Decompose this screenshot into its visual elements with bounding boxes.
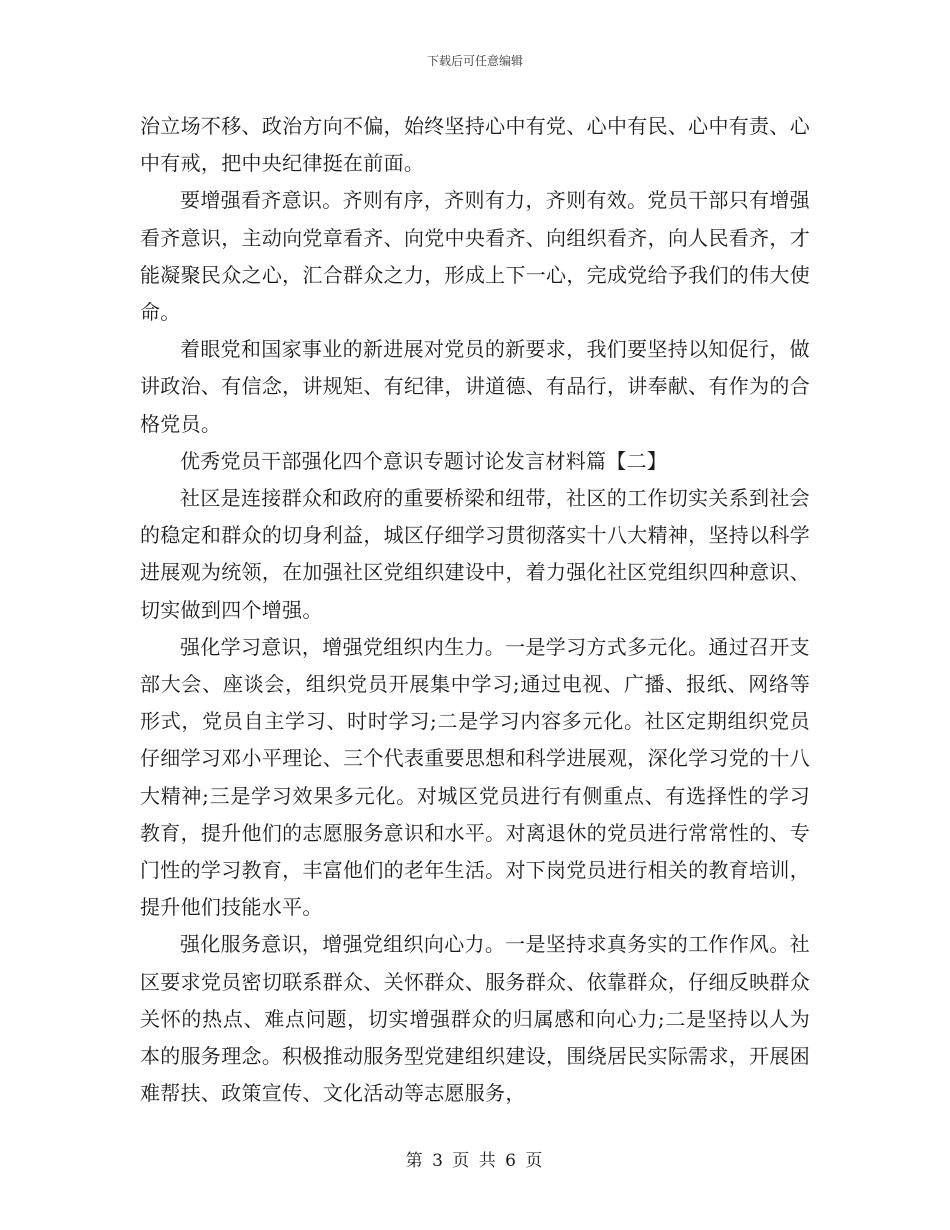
page-footer: 第 3 页 共 6 页 bbox=[405, 1151, 545, 1171]
paragraph-5: 强化学习意识，增强党组织内生力。一是学习方式多元化。通过召开支部大会、座谈会，组织党员开展集中学习;通过电视、广播、报纸、网络等形式，党员自主学习、时时学习;二是学习内容多元化。社区定期组织党员仔细学习邓小平理论、三个代表重要思想和科学进展观，深化学习党的十八大精神;三是学习效果多元化。对城区党员进行有侧重点、有选择性的学习教育，提升他们的志愿服务意识和水平。对离退休的党员进行常常性的、专门性的学习教育，丰富他们的老年生活。对下岗党员进行相关的教育培训，提升他们技能水平。 bbox=[140, 634, 810, 920]
paragraph-3: 着眼党和国家事业的新进展对党员的新要求，我们要坚持以知促行，做讲政治、有信念，讲规矩、有纪律，讲道德、有品行，讲奉献、有作为的合格党员。 bbox=[140, 337, 810, 436]
document-body bbox=[140, 108, 810, 1112]
paragraph-4: 社区是连接群众和政府的重要桥梁和纽带，社区的工作切实关系到社会的稳定和群众的切身利益，城区仔细学习贯彻落实十八大精神，坚持以科学进展观为统领，在加强社区党组织建设中，着力强化社区党组织四种意识、切实做到四个增强。 bbox=[140, 486, 810, 622]
paragraph-1: 治立场不移、政治方向不偏，始终坚持心中有党、心中有民、心中有责、心中有戒，把中央纪律挺在前面。 bbox=[140, 114, 810, 176]
paragraph-6: 强化服务意识，增强党组织向心力。一是坚持求真务实的工作作风。社区要求党员密切联系群众、关怀群众、服务群众、依靠群众，仔细反映群众关怀的热点、难点问题，切实增强群众的归属感和向心力;二是坚持以人为本的服务理念。积极推动服务型党建组织建设，围绕居民实际需求，开展困难帮扶、政策宣传、文化活动等志愿服务， bbox=[140, 932, 810, 1106]
page-header: 下载后可任意编辑 bbox=[426, 54, 523, 68]
section-heading: 优秀党员干部强化四个意识专题讨论发言材料篇【二】 bbox=[180, 448, 668, 473]
paragraph-2: 要增强看齐意识。齐则有序，齐则有力，齐则有效。党员干部只有增强看齐意识，主动向党章看齐、向党中央看齐、向组织看齐，向人民看齐，才能凝聚民众之心，汇合群众之力，形成上下一心，完成党给予我们的伟大使命。 bbox=[140, 188, 810, 325]
